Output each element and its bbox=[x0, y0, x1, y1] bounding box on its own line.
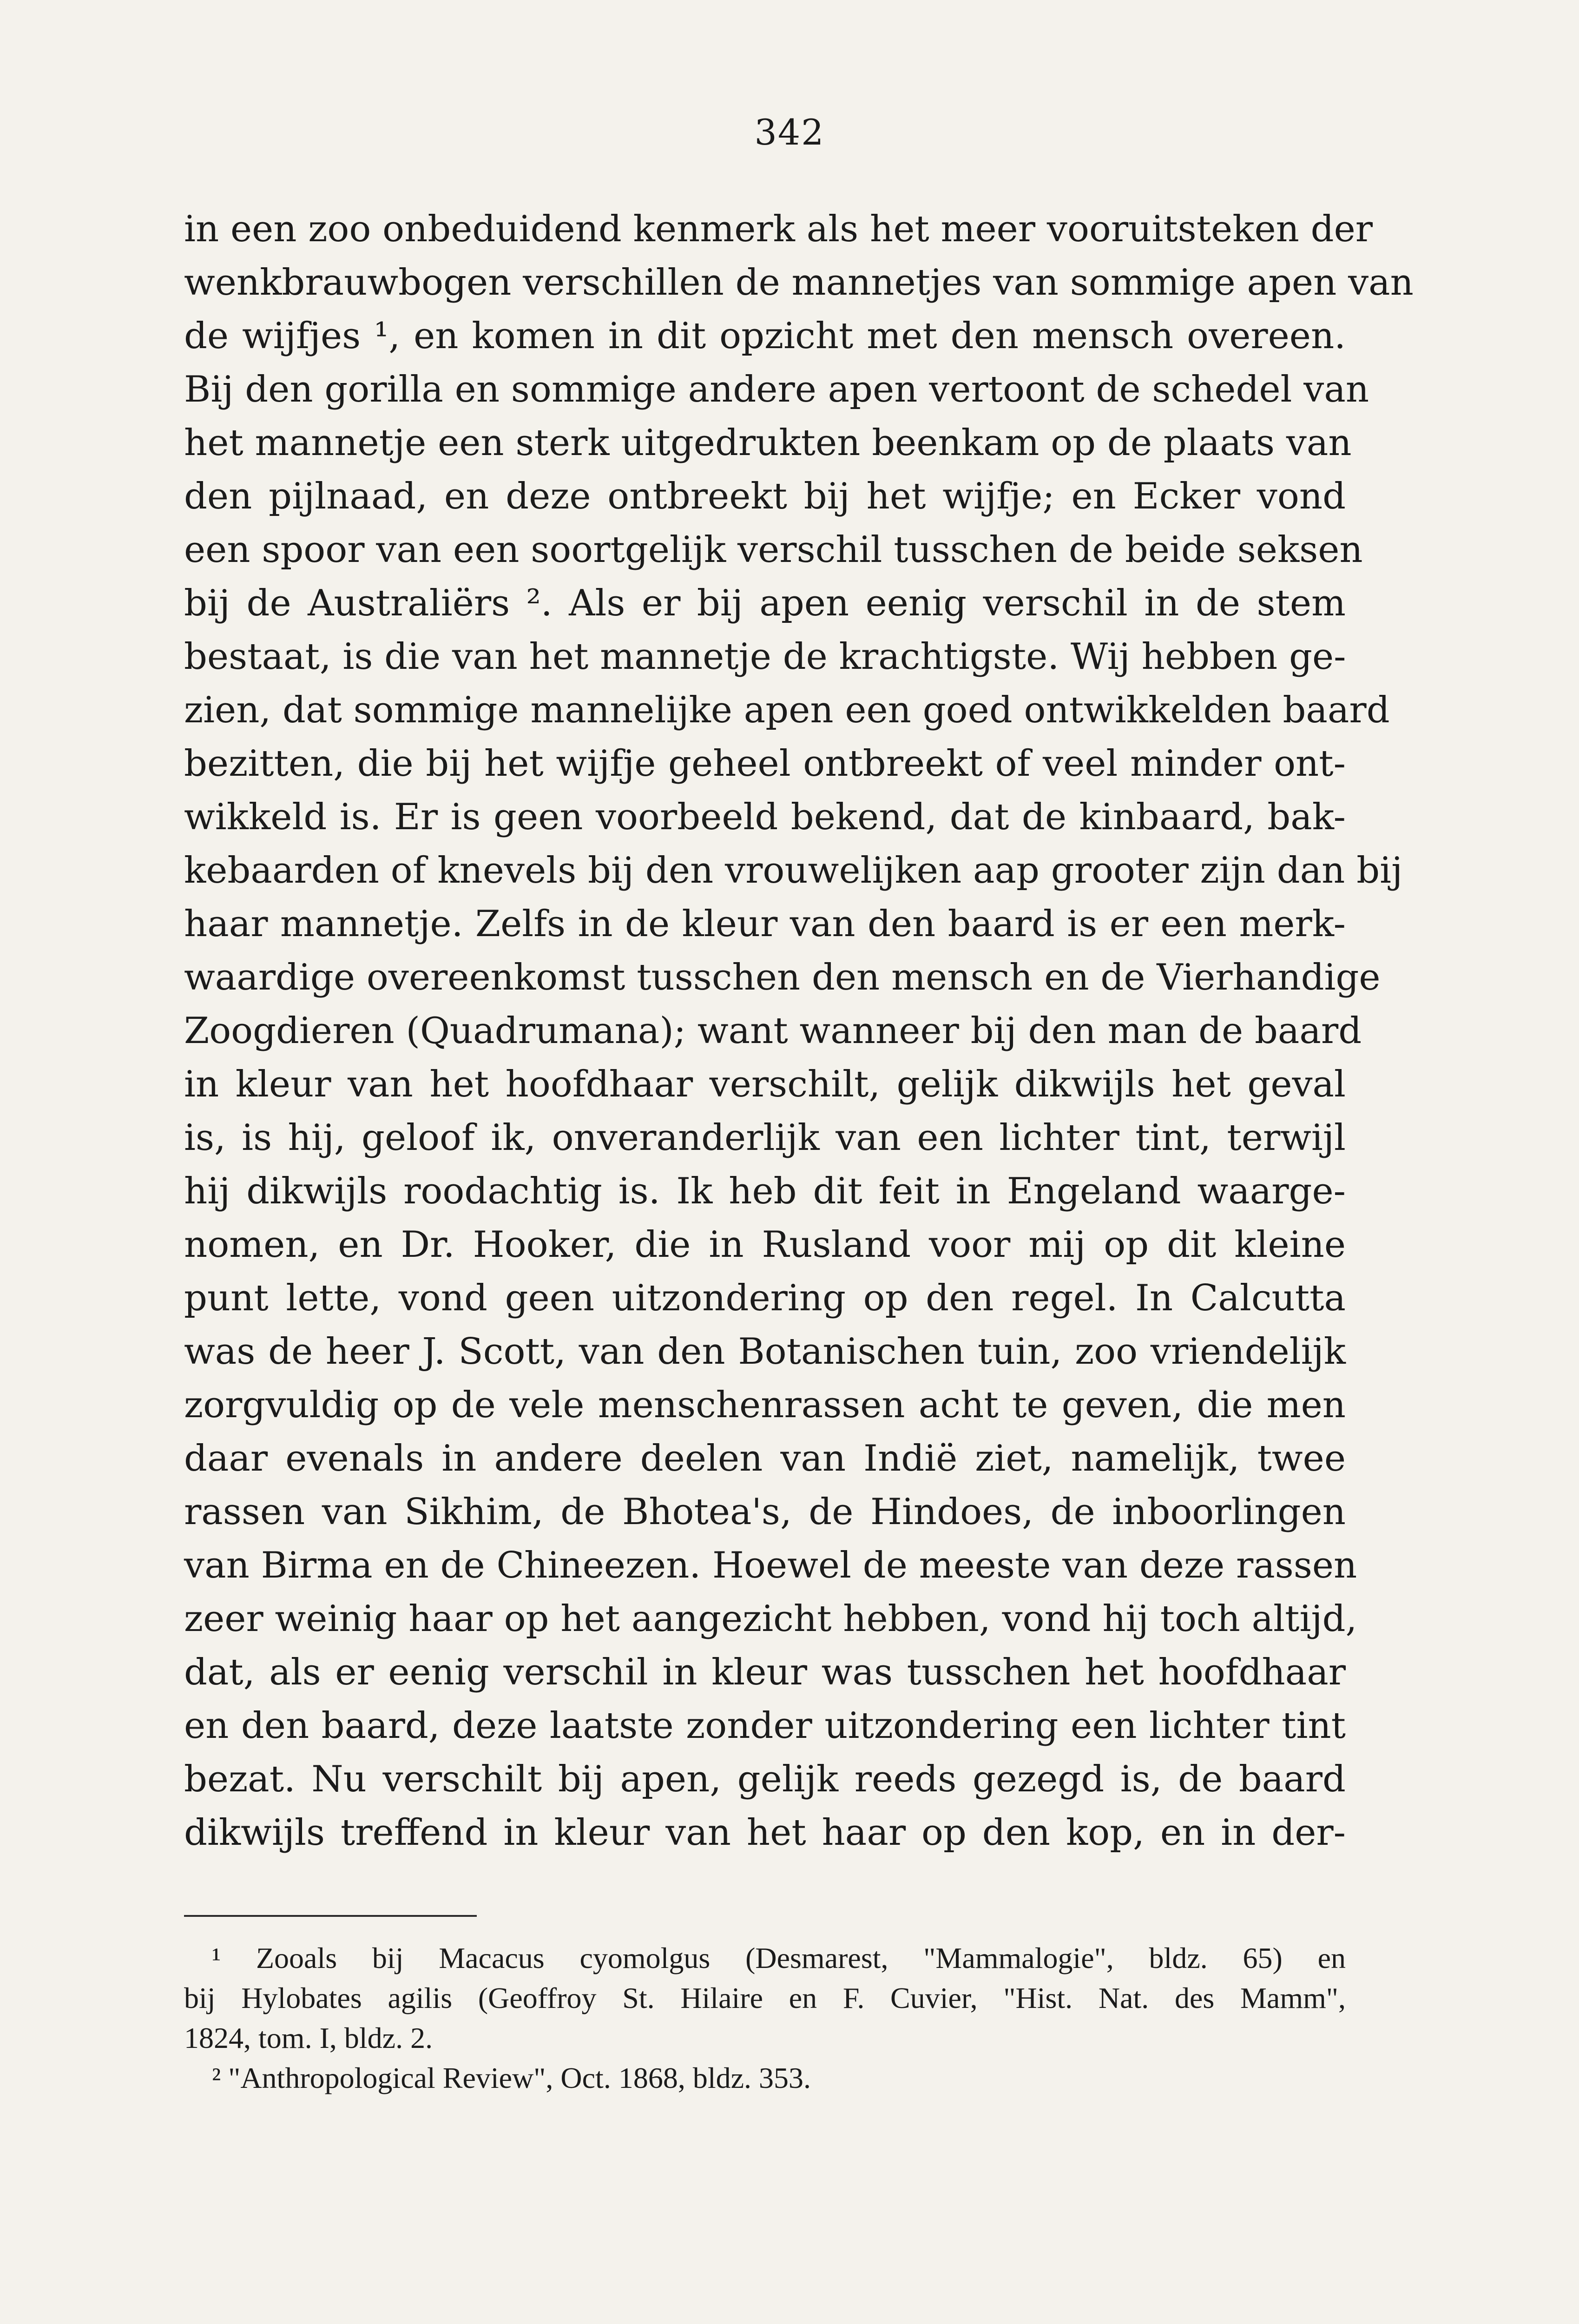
footnote-divider bbox=[184, 1915, 477, 1917]
footnote-line: ² "Anthropological Review", Oct. 1868, bldz. 353. bbox=[212, 2061, 811, 2094]
text-line: daar evenals in andere deelen van Indië ziet, namelijk, twee bbox=[184, 1438, 1346, 1479]
text-line: en den baard, deze laatste zonder uitzondering een lichter tint bbox=[184, 1705, 1346, 1747]
footnotes bbox=[184, 1938, 1346, 2098]
text-line: punt lette, vond geen uitzondering op den regel. In Calcutta bbox=[184, 1277, 1346, 1319]
text-line: in een zoo onbeduidend kenmerk als het meer vooruitsteken der bbox=[184, 208, 1373, 250]
text-line: is, is hij, geloof ik, onveranderlijk van een lichter tint, terwijl bbox=[184, 1117, 1346, 1159]
text-line: in kleur van het hoofdhaar verschilt, gelijk dikwijls het geval bbox=[184, 1063, 1346, 1105]
text-line: haar mannetje. Zelfs in de kleur van den baard is er een merk- bbox=[184, 903, 1346, 945]
text-line: was de heer J. Scott, van den Botanischen tuin, zoo vriendelijk bbox=[184, 1331, 1346, 1373]
text-line: kebaarden of knevels bij den vrouwelijken aap grooter zijn dan bij bbox=[184, 850, 1403, 891]
text-line: wenkbrauwbogen verschillen de mannetjes van sommige apen van bbox=[184, 262, 1414, 304]
text-line: het mannetje een sterk uitgedrukten beenkam op de plaats van bbox=[184, 422, 1352, 464]
footnote-line: bij Hylobates agilis (Geoffroy St. Hilaire en F. Cuvier, "Hist. Nat. des Mamm", bbox=[184, 1981, 1346, 2014]
text-line: zorgvuldig op de vele menschenrassen acht te geven, die men bbox=[184, 1384, 1346, 1426]
text-line: rassen van Sikhim, de Bhotea's, de Hindoes, de inboorlingen bbox=[184, 1491, 1346, 1533]
body-text bbox=[184, 203, 1414, 1860]
text-line: bestaat, is die van het mannetje de krachtigste. Wij hebben ge- bbox=[184, 636, 1346, 678]
text-line: hij dikwijls roodachtig is. Ik heb dit feit in Engeland waarge- bbox=[184, 1170, 1346, 1212]
text-line: nomen, en Dr. Hooker, die in Rusland voor mij op dit kleine bbox=[184, 1224, 1346, 1266]
text-line: Bij den gorilla en sommige andere apen vertoont de schedel van bbox=[184, 369, 1369, 410]
text-line: zien, dat sommige mannelijke apen een goed ontwikkelden baard bbox=[184, 689, 1390, 731]
footnote-line: ¹ Zooals bij Macacus cyomolgus (Desmarest, "Mammalogie", bldz. 65) en bbox=[212, 1941, 1346, 1974]
text-line: Zoogdieren (Quadrumana); want wanneer bij den man de baard bbox=[184, 1010, 1362, 1052]
text-line: een spoor van een soortgelijk verschil tusschen de beide seksen bbox=[184, 529, 1363, 571]
text-line: bij de Australiërs ². Als er bij apen eenig verschil in de stem bbox=[184, 582, 1346, 624]
text-line: van Birma en de Chineezen. Hoewel de meeste van deze rassen bbox=[184, 1545, 1357, 1586]
footnote-line: 1824, tom. I, bldz. 2. bbox=[184, 2021, 433, 2054]
page-number: 342 bbox=[754, 112, 825, 153]
text-line: dikwijls treffend in kleur van het haar op den kop, en in der- bbox=[184, 1812, 1346, 1854]
text-line: zeer weinig haar op het aangezicht hebben, vond hij toch altijd, bbox=[184, 1598, 1357, 1640]
text-line: wikkeld is. Er is geen voorbeeld bekend, dat de kinbaard, bak- bbox=[184, 796, 1346, 838]
text-line: bezat. Nu verschilt bij apen, gelijk reeds gezegd is, de baard bbox=[184, 1758, 1346, 1800]
text-line: bezitten, die bij het wijfje geheel ontbreekt of veel minder ont- bbox=[184, 743, 1346, 785]
text-line: dat, als er eenig verschil in kleur was tusschen het hoofdhaar bbox=[184, 1651, 1346, 1693]
text-line: den pijlnaad, en deze ontbreekt bij het wijfje; en Ecker vond bbox=[184, 475, 1346, 517]
text-line: waardige overeenkomst tusschen den mensch en de Vierhandige bbox=[184, 957, 1381, 998]
text-line: de wijfjes ¹, en komen in dit opzicht met den mensch overeen. bbox=[184, 315, 1346, 357]
